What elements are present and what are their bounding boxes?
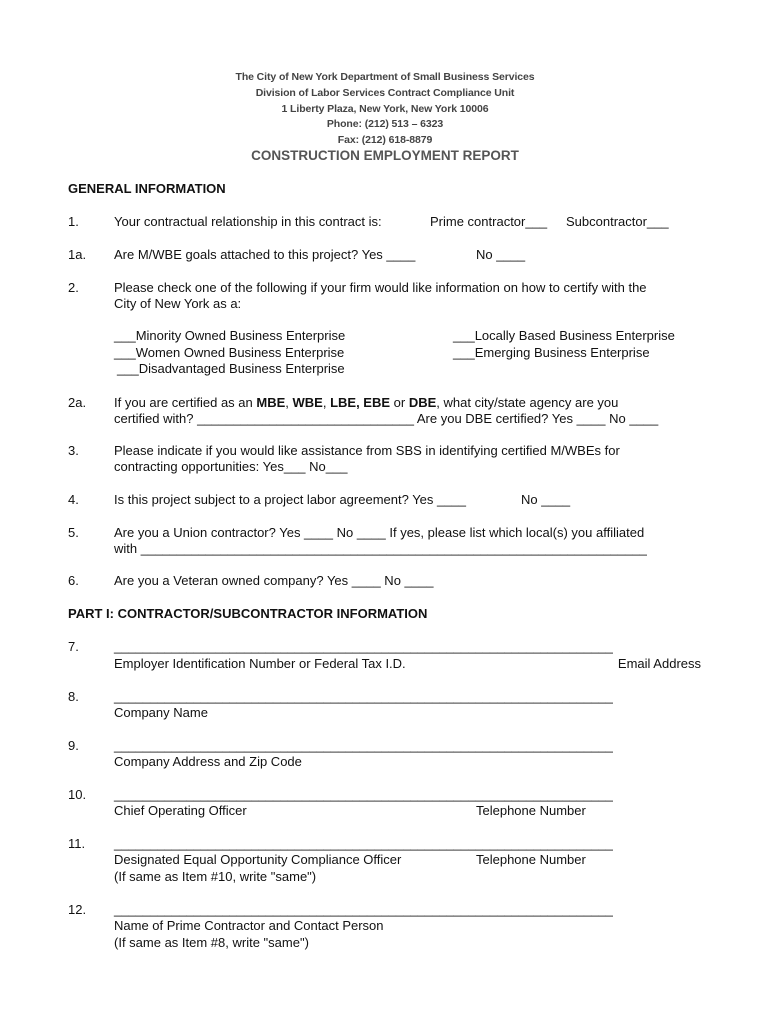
q12-note: (If same as Item #8, write "same") <box>114 935 309 950</box>
q7-ein-label: Employer Identification Number or Federal Tax I.D. <box>114 656 406 671</box>
q3-line1: Please indicate if you would like assistance from SBS in identifying certified M/WBEs for <box>114 443 620 458</box>
q2-lbe-option[interactable]: ___Locally Based Business Enterprise <box>453 328 675 343</box>
part1-heading: PART I: CONTRACTOR/SUBCONTRACTOR INFORMATION <box>68 606 428 621</box>
q1-prime-option[interactable]: Prime contractor___ <box>430 214 548 229</box>
q3-number: 3. <box>68 443 79 458</box>
q10-number: 10. <box>68 787 87 802</box>
q8-label: Company Name <box>114 705 208 720</box>
q1a-no[interactable]: No ____ <box>476 247 526 262</box>
q12-line[interactable]: _____________________________________________________________________ <box>114 902 613 917</box>
agency-address: 1 Liberty Plaza, New York, New York 10006 <box>281 103 489 115</box>
q7-email-label: Email Address <box>617 656 701 671</box>
q12-number: 12. <box>68 902 87 917</box>
q2a-line1 <box>114 395 618 410</box>
q6-number: 6. <box>68 573 79 588</box>
q2a-pre: If you are certified as an <box>114 395 257 410</box>
q2a-post: , what city/state agency are you <box>436 395 619 410</box>
q9-number: 9. <box>68 738 79 753</box>
q9-label: Company Address and Zip Code <box>114 754 302 769</box>
q2-wbe-option[interactable]: ___Women Owned Business Enterprise <box>114 345 345 360</box>
q2a-line2[interactable]: certified with? ______________________________ Are you DBE certified? Yes ____ No ____ <box>114 411 659 426</box>
q2a-lbe-ebe: LBE, EBE <box>330 395 391 410</box>
q8-number: 8. <box>68 689 79 704</box>
q1a-text[interactable]: Are M/WBE goals attached to this project? Yes ____ <box>114 247 416 262</box>
agency-fax: Fax: (212) 618-8879 <box>337 134 433 146</box>
q5-line1[interactable]: Are you a Union contractor? Yes ____ No ____ If yes, please list which local(s) you affiliated <box>114 525 645 540</box>
q2a-dbe: DBE <box>408 395 437 410</box>
q2a-number: 2a. <box>68 395 87 410</box>
agency-name: The City of New York Department of Small Business Services <box>235 71 535 83</box>
q1a-number: 1a. <box>68 247 87 262</box>
q5-line2[interactable]: with ______________________________________________________________________ <box>114 541 647 556</box>
q2-dbe-option[interactable]: ___Disadvantaged Business Enterprise <box>117 361 345 376</box>
q2-number: 2. <box>68 280 79 295</box>
q2-mbe-option[interactable]: ___Minority Owned Business Enterprise <box>114 328 346 343</box>
q4-no[interactable]: No ____ <box>521 492 571 507</box>
q10-phone-label: Telephone Number <box>476 803 586 818</box>
q2-ebe-option[interactable]: ___Emerging Business Enterprise <box>453 345 650 360</box>
q11-phone-label: Telephone Number <box>476 852 586 867</box>
q5-number: 5. <box>68 525 79 540</box>
division-name: Division of Labor Services Contract Compliance Unit <box>255 87 515 99</box>
q3-line2[interactable]: contracting opportunities: Yes___ No___ <box>114 459 348 474</box>
q6-text[interactable]: Are you a Veteran owned company? Yes ____ No ____ <box>114 573 434 588</box>
q2a-wbe: WBE <box>292 395 323 410</box>
q1-text: Your contractual relationship in this contract is: <box>114 214 382 229</box>
general-information-heading: GENERAL INFORMATION <box>68 181 226 196</box>
q11-line[interactable]: _____________________________________________________________________ <box>114 836 613 851</box>
report-title: CONSTRUCTION EMPLOYMENT REPORT <box>251 148 519 163</box>
q1-sub-option[interactable]: Subcontractor___ <box>566 214 669 229</box>
q2-line2: City of New York as a: <box>114 296 242 311</box>
q1-number: 1. <box>68 214 79 229</box>
q12-label: Name of Prime Contractor and Contact Person <box>114 918 384 933</box>
q2-line1: Please check one of the following if your firm would like information on how to certify with the <box>114 280 647 295</box>
q9-line[interactable]: _____________________________________________________________________ <box>114 738 613 753</box>
q2a-sep1: , <box>285 395 293 410</box>
agency-phone: Phone: (212) 513 – 6323 <box>326 118 444 130</box>
q8-line[interactable]: _____________________________________________________________________ <box>114 689 613 704</box>
q7-number: 7. <box>68 639 79 654</box>
q11-label: Designated Equal Opportunity Compliance Officer <box>114 852 402 867</box>
q2a-mbe: MBE <box>256 395 286 410</box>
q2a-or: or <box>390 395 409 410</box>
q10-line[interactable]: _____________________________________________________________________ <box>114 787 613 802</box>
q11-number: 11. <box>68 836 86 851</box>
q4-text[interactable]: Is this project subject to a project labor agreement? Yes ____ <box>114 492 466 507</box>
q7-line[interactable]: _____________________________________________________________________ <box>114 639 613 654</box>
q11-note: (If same as Item #10, write "same") <box>114 869 317 884</box>
q10-label: Chief Operating Officer <box>114 803 247 818</box>
q4-number: 4. <box>68 492 79 507</box>
q2a-sep2: , <box>322 395 331 410</box>
